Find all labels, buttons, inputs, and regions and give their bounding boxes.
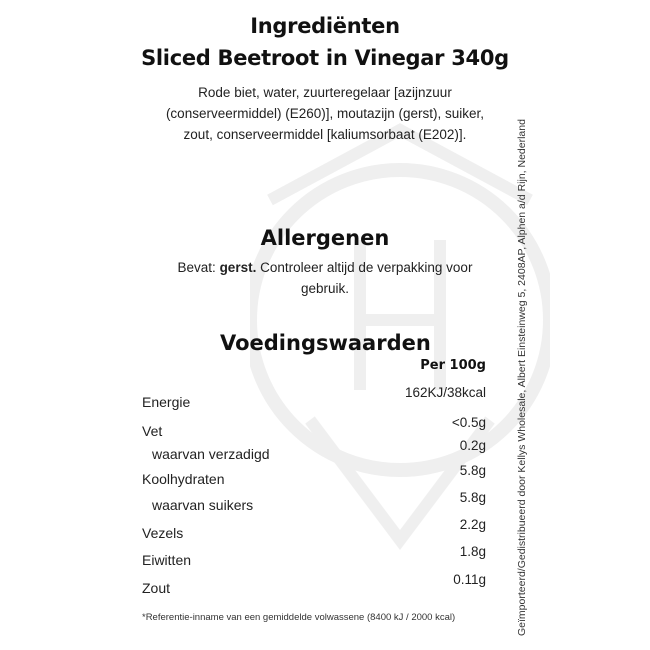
nutrition-label-sugars: waarvan suikers [152, 497, 254, 513]
per-100g-header: Per 100g [420, 358, 486, 373]
nutrition-value-carbs: 5.8g [459, 463, 486, 478]
allergens-prefix: Bevat: [177, 260, 220, 275]
allergens-heading: Allergenen [260, 226, 390, 250]
nutrition-heading: Voedingswaarden [220, 331, 431, 355]
nutrition-label-protein: Eiwitten [142, 552, 192, 568]
ingredients-line: (conserveermiddel) (E260)], moutazijn (gerst), suiker, [165, 106, 485, 121]
nutrition-value-saturated: 0.2g [459, 438, 486, 453]
nutrition-label-carbs: Koolhydraten [142, 471, 225, 487]
nutrition-value-salt: 0.11g [453, 572, 486, 587]
ingredients-text [0, 82, 650, 145]
nutrition-value-protein: 1.8g [459, 544, 486, 559]
nutrition-value-fibre: 2.2g [459, 517, 486, 532]
ingredients-heading: Ingrediënten [250, 14, 400, 38]
nutrition-value-energy: 162KJ/38kcal [404, 385, 486, 400]
nutrition-value-sugars: 5.8g [459, 490, 486, 505]
allergens-text [0, 257, 650, 299]
allergens-suffix: Controleer altijd de verpakking voor [256, 260, 473, 275]
nutrition-label-energy: Energie [142, 394, 191, 410]
nutrition-label-fibre: Vezels [142, 525, 184, 541]
product-name: Sliced Beetroot in Vinegar 340g [141, 46, 509, 70]
distributor-info: Geïmporteerd/Gedistribueerd door Kellys Wholesale, Albert Einsteinweg 5, 2408AP, Alphen a/d Rijn, Nederland [516, 119, 528, 636]
ingredients-line: zout, conserveermiddel [kaliumsorbaat (E202)]. [183, 127, 467, 142]
reference-footnote: *Referentie-inname van een gemiddelde volwassene (8400 kJ / 2000 kcal) [142, 612, 456, 623]
allergens-line2: gebruik. [300, 281, 350, 296]
nutrition-value-fat: <0.5g [451, 415, 486, 430]
nutrition-label-fat: Vet [142, 423, 163, 439]
nutrition-label-saturated: waarvan verzadigd [152, 446, 270, 462]
nutrition-label-salt: Zout [142, 580, 171, 596]
allergen-name: gerst. [219, 260, 257, 275]
ingredients-line: Rode biet, water, zuurteregelaar [azijnzuur [198, 85, 452, 100]
